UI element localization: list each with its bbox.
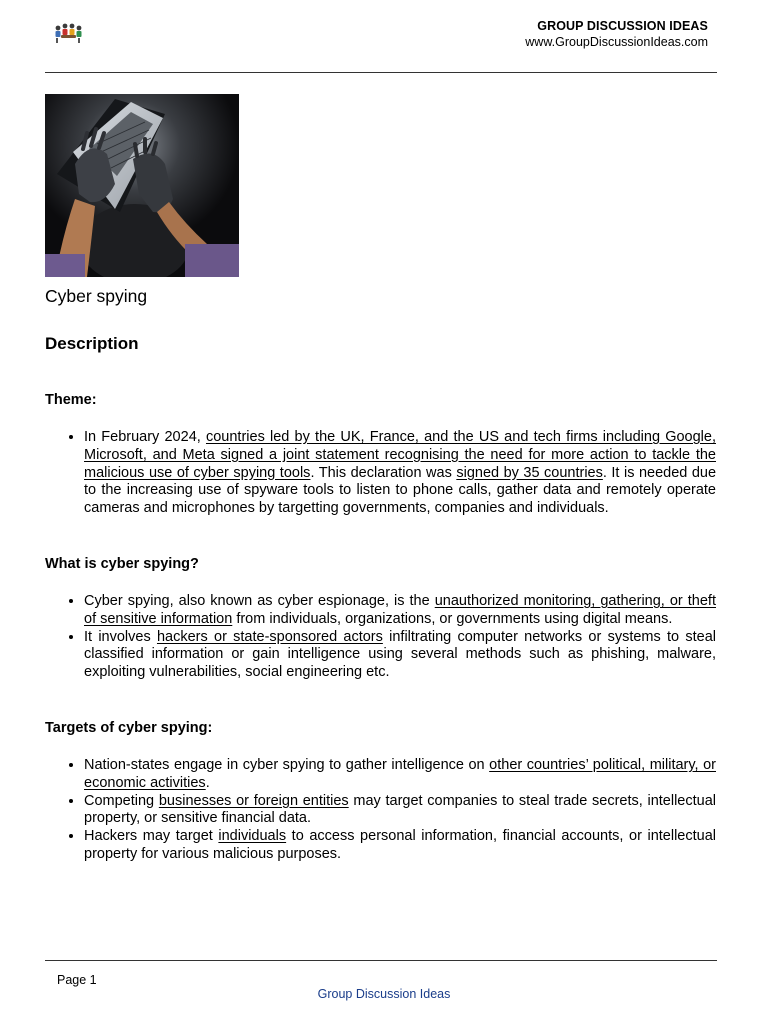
linked-text: unauthorized monitoring, gathering, or theft of sensitive information xyxy=(84,593,716,627)
targets-heading: Targets of cyber spying: xyxy=(45,720,213,736)
people-group-icon xyxy=(52,22,84,44)
linked-text: countries led by the UK, France, and the US and tech firms including Google, Microsoft, and Meta signed a joint statement recognising the need for more action to tackle the malicious use of cyber spying tools xyxy=(84,429,716,481)
list-item: • Competing businesses or foreign entities may target companies to steal trade secrets, intellectual property, or sensitive financial data. xyxy=(84,793,716,829)
theme-heading: Theme: xyxy=(45,392,97,408)
linked-text: hackers or state-sponsored actors xyxy=(156,628,383,645)
list-item: • In February 2024, countries led by the UK, France, and the US and tech firms including Google, Microsoft, and Meta signed a joint statement recognising the need for more action to tackle the malicious use of cyber spying tools. This declaration was signed by 35 countries. It is needed due to the increasing use of spyware tools to listen to phone calls, gather data and remotely operate cameras and microphones by targetting governments, companies and individuals. xyxy=(84,429,716,518)
site-header xyxy=(525,18,708,50)
site-name: GROUP DISCUSSION IDEAS xyxy=(537,19,708,33)
linked-text: signed by 35 countries xyxy=(456,464,603,481)
image-caption: Cyber spying xyxy=(45,286,148,306)
what-is-list xyxy=(45,593,716,682)
header-divider xyxy=(45,72,717,73)
footer-divider xyxy=(45,960,717,961)
list-item: • Nation-states engage in cyber spying to gather intelligence on other countries’ political, military, or economic activities. xyxy=(84,757,716,793)
list-item: • Hackers may target individuals to access personal information, financial accounts, or intellectual property for various malicious purposes. xyxy=(84,828,716,864)
what-is-heading: What is cyber spying? xyxy=(45,556,199,572)
targets-list xyxy=(45,757,716,864)
footer-brand[interactable]: Group Discussion Ideas xyxy=(317,987,451,1001)
page-number: Page 1 xyxy=(57,973,97,987)
linked-text: other countries’ political, military, or economic activities xyxy=(84,757,716,791)
description-heading: Description xyxy=(45,334,139,353)
list-item: • It involves hackers or state-sponsored actors infiltrating computer networks or systems to steal classified information or gain intelligence using several methods such as phishing, malware, exploiting vulnerabilities, social engineering etc. xyxy=(84,629,716,682)
hands-on-laptop-photo xyxy=(45,94,239,277)
list-item: • Cyber spying, also known as cyber espionage, is the unauthorized monitoring, gathering, or theft of sensitive information from individuals, organizations, or governments using digital means. xyxy=(84,593,716,629)
linked-text: individuals xyxy=(218,828,287,845)
linked-text: businesses or foreign entities xyxy=(158,792,349,809)
site-url[interactable]: www.GroupDiscussionIdeas.com xyxy=(525,35,708,49)
theme-list xyxy=(45,429,716,518)
